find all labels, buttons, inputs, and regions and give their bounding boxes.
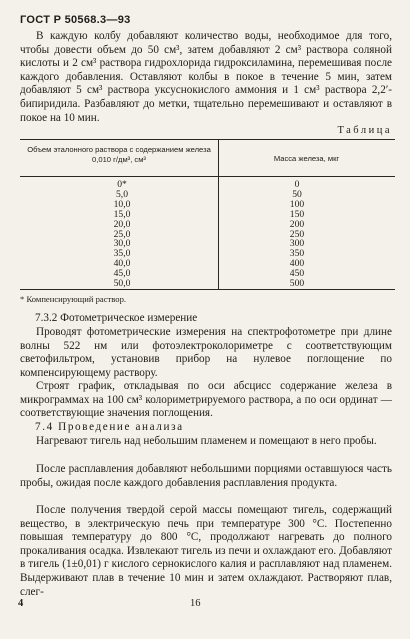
mass-cell: 250 <box>289 228 305 240</box>
section-heading-7-4: 7.4 Проведение анализа <box>35 421 184 433</box>
volume-cell: 40,0 <box>113 258 131 270</box>
volume-cell: 20,0 <box>113 218 131 230</box>
document-code: ГОСТ Р 50568.3—93 <box>20 14 131 26</box>
mass-cell: 350 <box>289 248 305 260</box>
margin-mark: 4 <box>18 598 24 609</box>
mass-cell: 0 <box>294 179 300 190</box>
mass-cell: 500 <box>289 278 305 290</box>
mass-cell: 100 <box>289 198 305 210</box>
section-7-3-2-paragraph-2: Строят график, откладывая по оси абсцисс содержание железа в микрограммах на 100 см³ колориметрируемого раствора, а по оси ординат — соответствующие значения поглощения. <box>20 380 392 420</box>
section-7-4-paragraph-3: После получения твердой серой массы помещают тигель, содержащий вещество, в электрическую печь при температуре 300 °С. Постепенно повышая температуру до 800 °С, продолжают нагревать до полного прокаливания осадка. Извлекают тигель из печи и охлаждают его. Добавляют в тигель (1±0,01) г кислого сернокислого калия и расплавляют над пламенем. Выдерживают плав в течение 10 мин и затем охлаждают. Растворяют плав, слег- <box>20 504 392 598</box>
table-header-mass: Масса железа, мкг <box>273 154 340 163</box>
table-title: Таблица <box>337 125 392 136</box>
volume-cell: 50,0 <box>113 278 131 290</box>
volume-cell: 25,0 <box>113 228 131 240</box>
volume-cell: 35,0 <box>113 248 131 260</box>
mass-cell: 200 <box>289 218 305 230</box>
mass-cell: 50 <box>292 188 302 200</box>
intro-paragraph: В каждую колбу добавляют количество воды, необходимое для того, чтобы довести объем до 50 см³, затем добавляют 2 см³ раствора соляной кислоты и 2 см³ раствора гидрохлорида гидроксиламина, перемешивая после каждого добавления. Оставляют колбы в покое в течение 5 мин, затем добавляют 5 см³ раствора уксуснокислого аммония и 1 см³ раствора 2,2′-бипиридила. Разбавляют до метки, тщательно перемешивают и оставляют в покое на 10 мин. <box>20 30 392 124</box>
page-number: 16 <box>190 598 201 609</box>
volume-column <box>100 180 144 289</box>
calibration-table <box>20 139 395 290</box>
volume-cell: 0* <box>117 179 127 190</box>
volume-cell: 15,0 <box>113 208 131 220</box>
volume-cell: 10,0 <box>113 198 131 210</box>
section-heading-7-3-2: 7.3.2 Фотометрическое измерение <box>35 312 198 324</box>
section-7-4-paragraph-2: После расплавления добавляют небольшими порциями оставшуюся часть пробы, ожидая после каждого добавления расплавления продукта. <box>20 463 392 489</box>
mass-cell: 400 <box>289 258 305 270</box>
volume-cell: 5,0 <box>116 188 128 200</box>
mass-cell: 150 <box>289 208 305 220</box>
table-header-volume: Объем эталонного раствора с содержанием железа 0,010 г/дм³, см³ <box>27 145 211 164</box>
volume-cell: 30,0 <box>113 238 131 250</box>
volume-cell: 45,0 <box>113 268 131 280</box>
mass-cell: 450 <box>289 268 305 280</box>
table-header-divider <box>20 176 395 177</box>
mass-column <box>275 180 319 289</box>
section-7-4-paragraph-1: Нагревают тигель над небольшим пламенем и помещают в него пробы. <box>36 435 377 447</box>
section-7-3-2-paragraph-1: Проводят фотометрические измерения на спектрофотометре при длине волны 522 нм или фотоэлектроколориметре с соответствующим светофильтром, установив прибор на нулевое поглощение по компенсирующему раствору. <box>20 326 392 379</box>
mass-cell: 300 <box>289 238 305 250</box>
table-footnote: * Компенсирующий раствор. <box>20 294 127 304</box>
